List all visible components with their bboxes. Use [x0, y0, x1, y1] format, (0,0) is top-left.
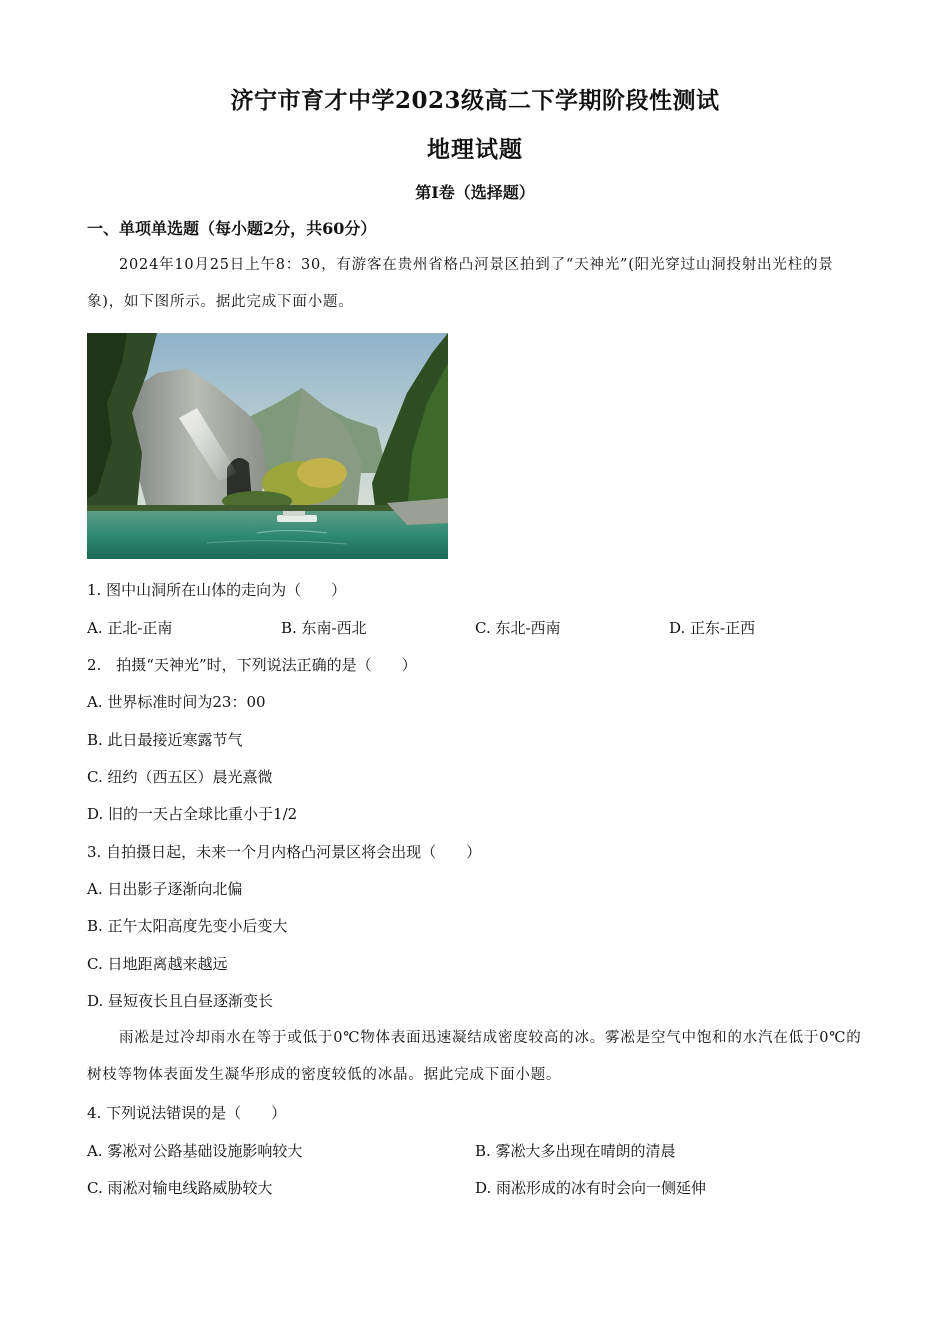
question-1-option-c[interactable]: C. 东北-西南: [475, 619, 561, 637]
subject-title: 地理试题: [427, 136, 523, 163]
intro-paragraph-1: 2024年10月25日上午8：30，有游客在贵州省格凸河景区拍到了“天神光”(阳光穿过山洞投射出光柱的景象)，如下图所示。据此完成下面小题。: [87, 257, 834, 310]
question-2-option-b[interactable]: B. 此日最接近寒露节气: [87, 731, 243, 749]
question-4-option-c[interactable]: C. 雨凇对输电线路威胁较大: [87, 1179, 273, 1197]
question-2-stem: 2. 拍摄“天神光”时，下列说法正确的是（ ）: [87, 656, 417, 674]
question-1-option-d[interactable]: D. 正东-正西: [669, 619, 756, 637]
question-3-option-d[interactable]: D. 昼短夜长且白昼逐渐变长: [87, 992, 274, 1010]
question-1-stem: 1. 图中山洞所在山体的走向为（ ）: [87, 581, 347, 599]
question-4-stem: 4. 下列说法错误的是（ ）: [87, 1104, 287, 1122]
volume-title: 第Ⅰ卷（选择题）: [415, 183, 535, 202]
question-2-option-a[interactable]: A. 世界标准时间为23：00: [87, 693, 266, 711]
question-1-option-b[interactable]: B. 东南-西北: [281, 619, 367, 637]
question-4-option-d[interactable]: D. 雨凇形成的冰有时会向一侧延伸: [475, 1179, 707, 1197]
question-1-option-a[interactable]: A. 正北-正南: [87, 619, 173, 637]
question-2-option-d[interactable]: D. 旧的一天占全球比重小于1/2: [87, 805, 298, 823]
question-2-option-c[interactable]: C. 纽约（西五区）晨光熹微: [87, 768, 273, 786]
question-3-option-a[interactable]: A. 日出影子逐渐向北偏: [87, 880, 243, 898]
question-3-stem: 3. 自拍摄日起，未来一个月内格凸河景区将会出现（ ）: [87, 843, 482, 861]
section-heading: 一、单项单选题（每小题2分，共60分）: [87, 219, 377, 238]
question-3-option-b[interactable]: B. 正午太阳高度先变小后变大: [87, 917, 288, 935]
question-3-option-c[interactable]: C. 日地距离越来越远: [87, 955, 228, 973]
exam-title: 济宁市育才中学2023级高二下学期阶段性测试: [230, 87, 720, 114]
karst-cave-photo: [87, 333, 448, 559]
question-4-option-b[interactable]: B. 雾凇大多出现在晴朗的清晨: [475, 1142, 676, 1160]
intro-paragraph-2: 雨凇是过冷却雨水在等于或低于0℃物体表面迅速凝结成密度较高的冰。雾凇是空气中饱和的水汽在低于0℃的树枝等物体表面发生凝华形成的密度较低的冰晶。据此完成下面小题。: [87, 1030, 862, 1083]
question-4-option-a[interactable]: A. 雾凇对公路基础设施影响较大: [87, 1142, 303, 1160]
